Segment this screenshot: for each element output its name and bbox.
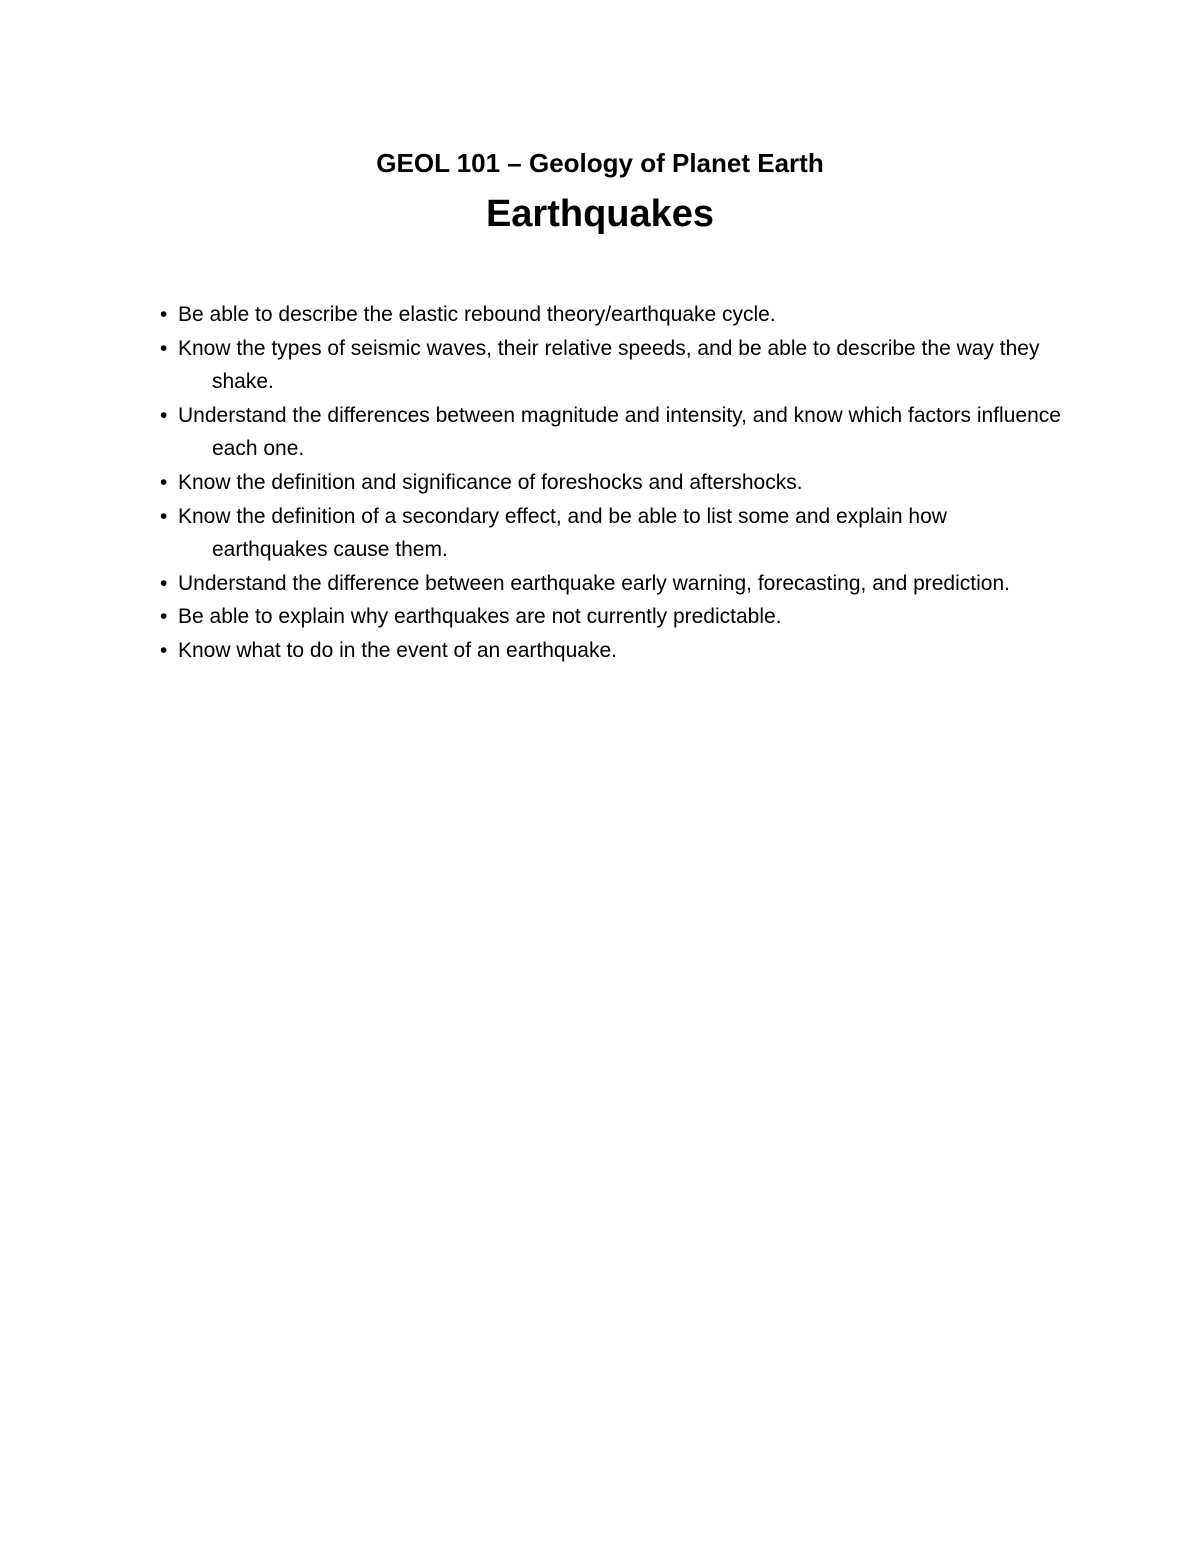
bullet-icon: • [160, 303, 168, 326]
bullet-icon: • [160, 571, 168, 595]
list-item [142, 332, 1062, 399]
list-item-text: Be able to describe the elastic rebound theory/earthquake cycle. [178, 303, 776, 326]
bullet-icon: • [160, 638, 168, 662]
bullet-icon: • [160, 470, 168, 494]
list-item [142, 500, 1062, 567]
page-title: Earthquakes [485, 193, 715, 235]
list-item [142, 567, 1062, 601]
list-item-text: Know what to do in the event of an earthquake. [178, 638, 617, 662]
list-item-text: Understand the differences between magnitude and intensity, and know which factors influence each one. [178, 403, 1061, 461]
list-item [142, 466, 1062, 500]
learning-objectives-list [142, 298, 1062, 668]
list-item-text: Know the types of seismic waves, their relative speeds, and be able to describe the way they shake. [178, 336, 1040, 394]
list-item [142, 600, 1062, 634]
bullet-icon: • [160, 605, 168, 629]
list-item [142, 634, 1062, 668]
list-item-text: Know the definition and significance of foreshocks and aftershocks. [178, 470, 803, 494]
bullet-icon: • [160, 403, 168, 427]
list-item [142, 298, 1062, 332]
list-item [142, 399, 1062, 466]
list-item-text: Be able to explain why earthquakes are not currently predictable. [178, 605, 782, 629]
bullet-icon: • [160, 336, 168, 360]
list-item-text: Know the definition of a secondary effect, and be able to list some and explain how earthquakes cause them. [178, 504, 947, 562]
list-item-text: Understand the difference between earthquake early warning, forecasting, and prediction. [178, 571, 1010, 595]
course-title: GEOL 101 – Geology of Planet Earth [376, 148, 824, 178]
bullet-icon: • [160, 504, 168, 528]
